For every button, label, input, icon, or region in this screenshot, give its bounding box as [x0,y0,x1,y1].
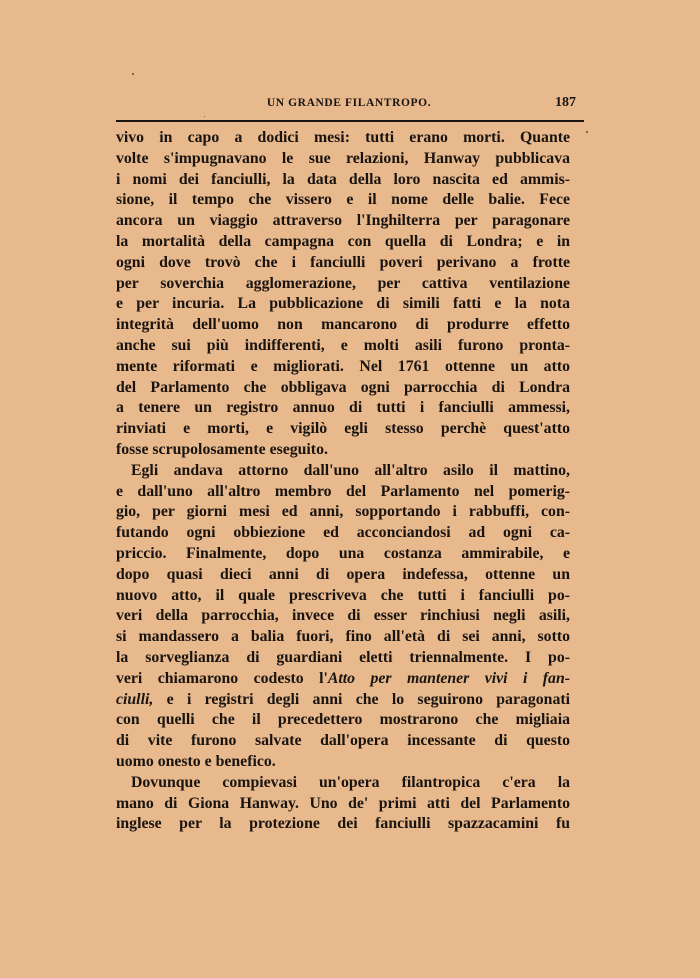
text-line: Egli andava attorno dall'uno all'altro asilo il mattino, [131,461,570,479]
italic-title: ciulli, [116,690,154,708]
text-line: gio, per giorni mesi ed anni, sopportando i rabbuffi, con- [116,503,570,521]
text-line: anche sui più indifferenti, e molti asili furono pronta- [116,336,570,354]
text-line: la sorveglianza di guardiani eletti triennalmente. I po- [116,648,570,666]
text-line: si mandassero a balia fuori, fino all'età di sei anni, sotto [116,628,570,646]
print-speck [132,73,134,75]
text-line: mano di Giona Hanway. Uno de' primi atti del Parlamento [116,794,570,812]
text-line [116,669,570,690]
text-line: mente riformati e migliorati. Nel 1761 ottenne un atto [116,357,570,375]
running-title: UN GRANDE FILANTROPO. [266,97,432,109]
text-line: ancora un viaggio attraverso l'Inghilterra per paragonare [116,212,570,230]
text-line: la mortalità della campagna con quella di Londra; e in [116,232,570,250]
print-speck [204,116,205,117]
text-line: dopo quasi dieci anni di opera indefessa, ottenne un [116,565,570,583]
text-line: i nomi dei fanciulli, la data della loro nascita ed ammis- [116,170,570,188]
header-rule [116,120,584,122]
text-line: fosse scrupolosamente eseguito. [116,440,328,458]
italic-title: Atto per mantener vivi i fan- [327,669,570,687]
text-line: veri della parrocchia, invece di esser rinchiusi negli asili, [116,607,570,625]
text-line: nuovo atto, il quale prescriveva che tutti i fanciulli po- [116,586,570,604]
text-line: integrità dell'uomo non mancarono di produrre effetto [116,316,570,334]
text-line: uomo onesto e benefico. [116,752,276,770]
text-line: rinviati e morti, e vigilò egli stesso perchè quest'atto [116,420,570,438]
running-header [116,95,582,117]
text-line: volte s'impugnavano le sue relazioni, Hanway pubblicava [116,149,570,167]
text-line: priccio. Finalmente, dopo una costanza ammirabile, e [116,544,570,562]
text-line [116,690,570,711]
body-text [116,128,570,835]
text-line: ogni dove trovò che i fanciulli poveri perivano a frotte [116,253,570,271]
print-speck [586,131,588,133]
text-line: e dall'uno all'altro membro del Parlamento nel pomerig- [116,482,570,500]
text-line: di vite furono salvate dall'opera incessante di questo [116,732,570,750]
text-line: a tenere un registro annuo di tutti i fanciulli ammessi, [116,399,570,417]
text-line: vivo in capo a dodici mesi: tutti erano morti. Quante [116,129,570,146]
text-line: con quelli che il precedettero mostrarono che migliaia [116,711,570,729]
text-segment: veri chiamarono codesto l' [116,669,328,687]
text-line: e per incuria. La pubblicazione di simili fatti e la nota [116,295,570,313]
text-segment: e i registri degli anni che lo seguirono paragonati [153,690,570,708]
text-line: inglese per la protezione dei fanciulli spazzacamini fu [116,815,570,833]
text-line: Dovunque compievasi un'opera filantropica c'era la [131,773,570,791]
page-number: 187 [555,95,576,110]
text-line: futando ogni obbiezione ed acconciandosi ad ogni ca- [116,524,570,542]
text-line: per soverchia agglomerazione, per cattiva ventilazione [116,274,570,292]
text-line: sione, il tempo che vissero e il nome delle balie. Fece [116,191,570,209]
text-line: del Parlamento che obbligava ogni parrocchia di Londra [116,378,570,396]
